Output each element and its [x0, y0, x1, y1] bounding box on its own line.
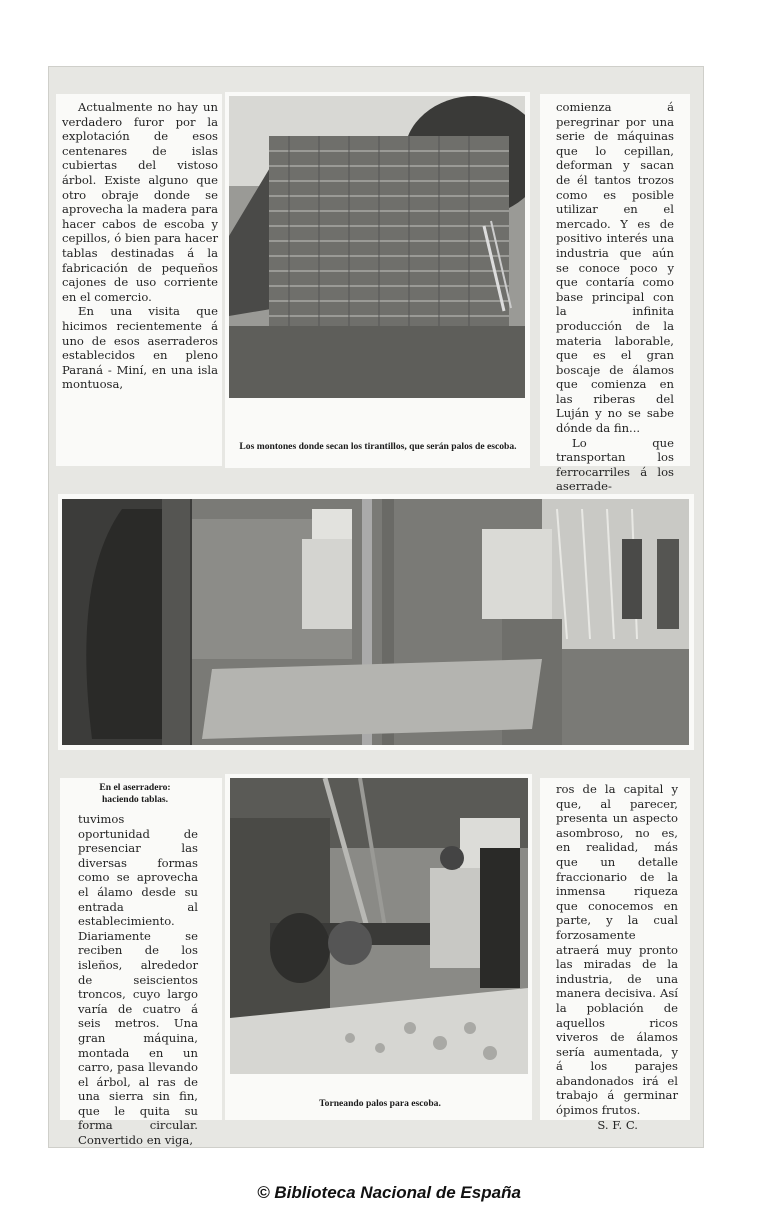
- photo-drying-piles: [229, 96, 525, 398]
- photo-sawmill: [62, 499, 689, 745]
- paragraph: tuvimos oportunidad de presenciar las diversas formas como se aprovecha el álamo desde su entrada al establecimiento. Diariamente se reciben de los isleños, alrededor de seiscientos troncos, cuyo largo varía de cuatro á seis metros. Una gran máquina, montada en un carro, pasa llevando el árbol, al ras de una sierra sin fin, que le quita su forma circular. Convertido en viga,: [78, 812, 198, 1148]
- article-text-right-bottom: [556, 782, 678, 1132]
- paragraph: ros de la capital y que, al parecer, presenta un aspecto asombroso, no es, en realidad, más que un detalle fraccionario de la inmensa riqueza que conocemos en parte, y la cual forzosamente atraerá muy pronto las miradas de la industria, de una manera decisiva. Así la población de aquellos ricos viveros de álamos sería aumentada, y á los parajes abandonados irá el trabajo á germinar ópimos frutos.: [556, 782, 678, 1118]
- caption-middle: En el aserradero: haciendo tablas.: [99, 782, 171, 805]
- article-text-right-top: [556, 100, 674, 494]
- article-text-left-bottom: [78, 812, 198, 1148]
- caption-top: Los montones donde secan los tirantillos, que serán palos de escoba.: [239, 441, 517, 452]
- article-text-left-top: [62, 100, 218, 392]
- paragraph: comienza á peregrinar por una serie de máquinas que lo cepillan, deforman y sacan de él tantos trozos como es posible utilizar en el mercado. Y es de positivo interés una industria que aún se conoce poco y que contaría como base principal con la infinita producción de la materia laborable, que es el gran boscaje de álamos que comienza en las riberas del Luján y no se sabe dónde da fin...: [556, 100, 674, 436]
- paragraph: Actualmente no hay un verdadero furor por la explotación de esos centenares de islas cubiertas del vistoso árbol. Existe alguno que otro obraje donde se aprovecha la madera para hacer cabos de escoba y cepillos, ó bien para hacer tablas destinadas á la fabricación de pequeños cajones de uso corriente en el comercio.: [62, 100, 218, 304]
- author-signature: S. F. C.: [597, 1117, 638, 1132]
- photo-turning-broomsticks: [230, 778, 528, 1074]
- copyright-footer: © Biblioteca Nacional de España: [257, 1183, 521, 1202]
- paragraph: En una visita que hicimos recientemente á uno de esos aserraderos establecidos en pleno Paraná - Miní, en una isla montuosa,: [62, 304, 218, 392]
- paragraph: Lo que transportan los ferrocarriles á los aserrade-: [556, 435, 674, 494]
- caption-bottom: Torneando palos para escoba.: [319, 1098, 441, 1109]
